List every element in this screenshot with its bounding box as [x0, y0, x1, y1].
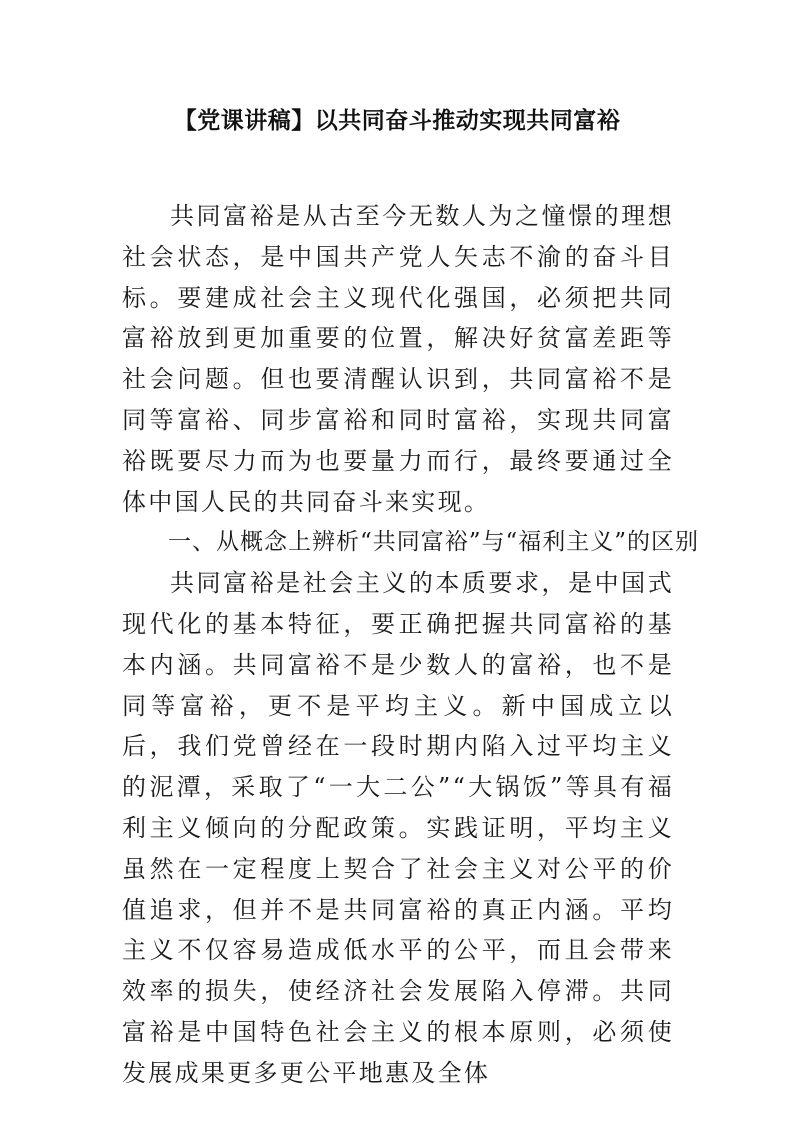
- document-body: [122, 196, 700, 1094]
- document-title: 【党课讲稿】以共同奋斗推动实现共同富裕: [173, 108, 621, 134]
- paragraph-intro: 共同富裕是从古至今无数人为之憧憬的理想社会状态，是中国共产党人矢志不渝的奋斗目标。要建成社会主义现代化强国，必须把共同富裕放到更加重要的位置，解决好贫富差距等社会问题。但也要清醒认识到，共同富裕不是同等富裕、同步富裕和同时富裕，实现共同富裕既要尽力而为也要量力而行，最终要通过全体中国人民的共同奋斗来实现。: [122, 202, 674, 516]
- paragraph-section-1: 共同富裕是社会主义的本质要求，是中国式现代化的基本特征，要正确把握共同富裕的基本内涵。共同富裕不是少数人的富裕，也不是同等富裕，更不是平均主义。新中国成立以后，我们党曾经在一段时期内陷入过平均主义的泥潭，采取了“一大二公”“大锅饭”等具有福利主义倾向的分配政策。实践证明，平均主义虽然在一定程度上契合了社会主义对公平的价值追求，但并不是共同富裕的真正内涵。平均主义不仅容易造成低水平的公平，而且会带来效率的损失，使经济社会发展陷入停滞。共同富裕是中国特色社会主义的根本原则，必须使发展成果更多更公平地惠及全体: [122, 569, 674, 1087]
- section-heading-1: 一、从概念上辨析“共同富裕”与“福利主义”的区别: [168, 529, 700, 556]
